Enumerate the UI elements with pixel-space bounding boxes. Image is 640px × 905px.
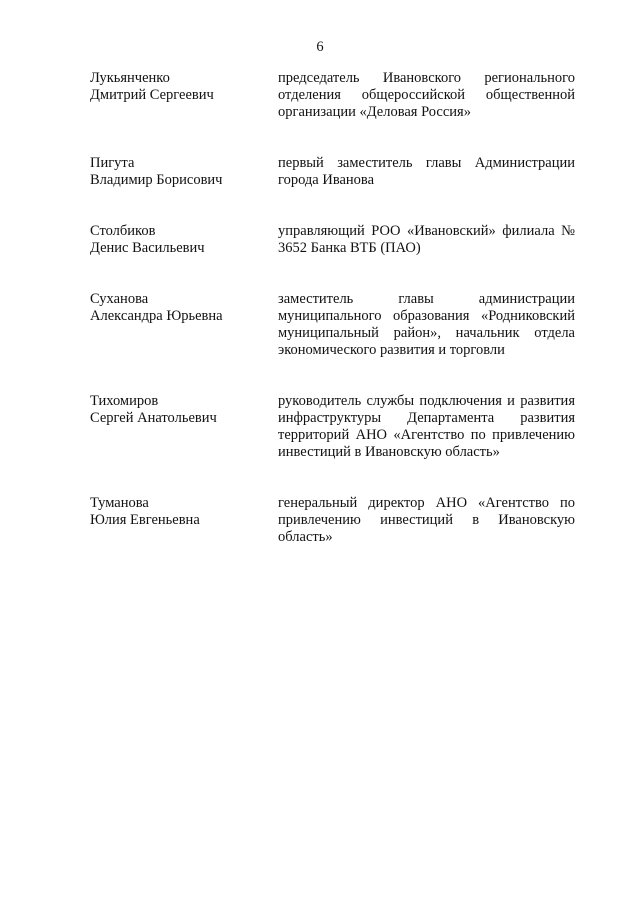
- member-name: [90, 393, 278, 461]
- member-position: управляющий РОО «Ивановский» филиала № 3652 Банка ВТБ (ПАО): [278, 223, 575, 256]
- member-entry: [90, 291, 575, 359]
- member-given-names: Сергей Анатольевич: [90, 410, 217, 426]
- member-given-names: Дмитрий Сергеевич: [90, 87, 214, 103]
- member-surname: Туманова: [90, 495, 149, 511]
- member-given-names: Денис Васильевич: [90, 240, 205, 256]
- member-surname: Тихомиров: [90, 393, 159, 409]
- member-entry: [90, 70, 575, 121]
- member-position: заместитель главы администрации муниципального образования «Родниковский муниципальный район», начальник отдела экономического развития и торговли: [278, 291, 575, 358]
- member-given-names: Владимир Борисович: [90, 172, 223, 188]
- member-entry: [90, 155, 575, 189]
- member-name: [90, 223, 278, 257]
- member-position: первый заместитель главы Администрации города Иванова: [278, 155, 575, 188]
- member-position: генеральный директор АНО «Агентство по привлечению инвестиций в Ивановскую область»: [278, 495, 575, 545]
- member-list: [90, 70, 575, 580]
- member-given-names: Александра Юрьевна: [90, 308, 223, 324]
- member-surname: Столбиков: [90, 223, 156, 239]
- member-name: [90, 291, 278, 359]
- member-given-names: Юлия Евгеньевна: [90, 512, 200, 528]
- member-position: председатель Ивановского регионального отделения общероссийской общественной организации «Деловая Россия»: [278, 70, 575, 120]
- member-entry: [90, 495, 575, 546]
- member-entry: [90, 393, 575, 461]
- member-name: [90, 155, 278, 189]
- member-entry: [90, 223, 575, 257]
- member-position: руководитель службы подключения и развития инфраструктуры Департамента развития территорий АНО «Агентство по привлечению инвестиций в Ивановскую область»: [278, 393, 575, 460]
- member-name: [90, 70, 278, 121]
- page-number: 6: [316, 39, 324, 55]
- member-name: [90, 495, 278, 546]
- member-surname: Суханова: [90, 291, 149, 307]
- member-surname: Лукьянченко: [90, 70, 170, 86]
- member-surname: Пигута: [90, 155, 135, 171]
